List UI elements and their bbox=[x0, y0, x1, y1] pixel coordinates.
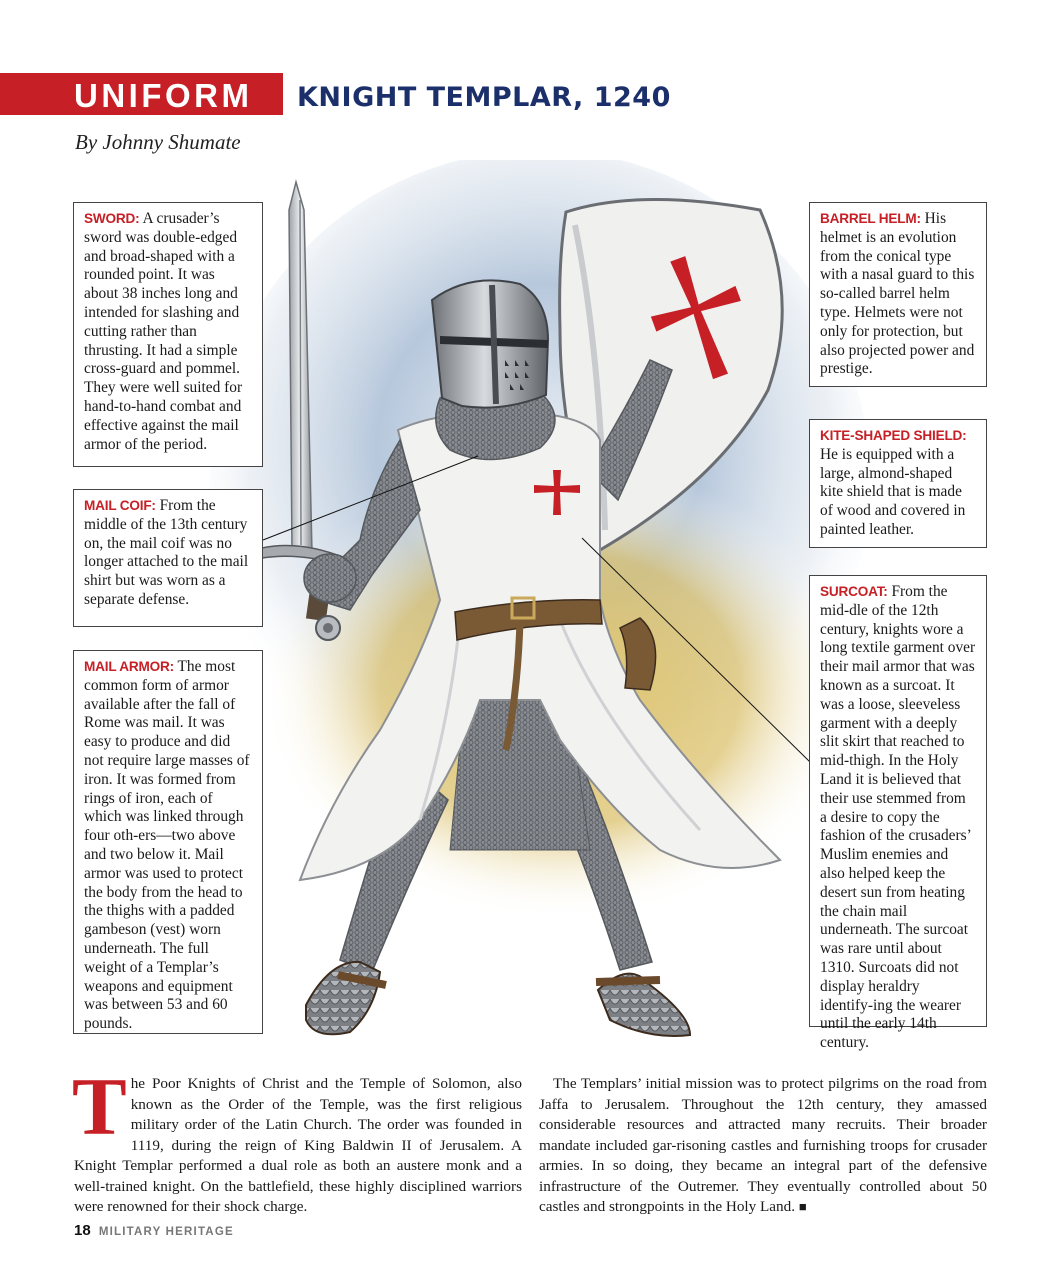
callout-barrel-helm-label: BARREL HELM: bbox=[820, 211, 921, 226]
callout-barrel-helm bbox=[809, 202, 987, 387]
callout-sword-label: SWORD: bbox=[84, 211, 140, 226]
publication-name: MILITARY HERITAGE bbox=[98, 1226, 234, 1238]
callout-surcoat-text: From the mid-dle of the 12th century, knights wore a long textile garment over their mail armor that was known as a surcoat. It was a loose, sleeveless garment with a deeply slit skirt that reached to mid-thigh. In the Holy Land it is believed that their use stemmed from a desire to copy the fashion of the crusaders’ Muslim enemies and also helped keep the desert sun from heating the chain mail underneath. The surcoat was rare until about 1310. Surcoats did not display heraldry identify-ing the wearer until the early 14th century. bbox=[820, 583, 976, 1052]
body-paragraph-1: he Poor Knights of Christ and the Temple of Solomon, also known as the Order of the Temple, was the first religious military order of the Latin Church. The order was founded in 1119, during the reign of King Baldwin II of Jerusalem. A Knight Templar performed a dual role as both an austere monk and a well-trained knight. On the battlefield, these highly disciplined warriors were renowned for their shock charge. bbox=[74, 1075, 522, 1215]
section-label: UNIFORM bbox=[74, 77, 253, 114]
callout-shield bbox=[809, 419, 987, 548]
callout-mail-coif-text: From the middle of the 13th century on, the mail coif was no longer attached to the mail shirt but was worn as a separate defense. bbox=[84, 497, 249, 608]
callout-mail-coif bbox=[73, 489, 263, 627]
callout-barrel-helm-text: His helmet is an evolution from the conical type with a nasal guard to this so-called barrel helm type. Helmets were not only for protection, but also projected power and prestige. bbox=[820, 210, 975, 378]
callout-surcoat-label: SURCOAT: bbox=[820, 584, 888, 599]
body-column-left bbox=[72, 1061, 522, 1218]
gauntlet bbox=[304, 554, 356, 602]
callout-shield-label: KITE-SHAPED SHIELD: bbox=[820, 428, 967, 443]
callout-sword bbox=[73, 202, 263, 467]
callout-surcoat bbox=[809, 575, 987, 1052]
body-column-right bbox=[539, 1074, 987, 1218]
callout-mail-armor-label: MAIL ARMOR: bbox=[84, 659, 174, 674]
dropcap: T bbox=[72, 1061, 127, 1152]
callout-mail-coif-label: MAIL COIF: bbox=[84, 498, 156, 513]
page-number: 18 bbox=[74, 1222, 91, 1239]
end-mark-icon: ■ bbox=[798, 1199, 807, 1214]
callout-sword-text: A crusader’s sword was double-edged and broad-shaped with a rounded point. It was about 38 inches long and intended for slashing and cutting rather than thrusting. It had a simple cross-guard and pommel. They were well suited for hand-to-hand combat and effective against the mail armor of the period. bbox=[84, 210, 243, 453]
folio bbox=[74, 1222, 234, 1239]
byline: By Johnny Shumate bbox=[75, 130, 241, 154]
feet bbox=[306, 962, 690, 1036]
callout-shield-text: He is equipped with a large, almond-shaped kite shield that is made of wood and covered in painted leather. bbox=[820, 445, 966, 538]
barrel-helm bbox=[432, 280, 548, 407]
callout-mail-armor-text: The most common form of armor available after the fall of Rome was mail. It was easy to produce and did not require large masses of iron. It was formed from rings of iron, each of which was linked through four oth-ers—two above and two below it. Mail armor was used to protect the body from the head to the thighs with a padded gambeson (vest) worn underneath. The full weight of a Templar’s weapons and equipment was between 53 and 60 pounds. bbox=[84, 658, 250, 1033]
body-paragraph-2: The Templars’ initial mission was to protect pilgrims on the road from Jaffa to Jerusalem. Throughout the 12th century, they amassed considerable resources and attracted many recruits. Their broader mandate included gar-risoning castles and furnishing troops for crusader armies. In so doing, they became an integral part of the defensive infrastructure of the Outremer. They eventually controlled about 50 castles and strongpoints in the Holy Land. bbox=[539, 1075, 987, 1215]
article-title: KNIGHT TEMPLAR, 1240 bbox=[297, 82, 671, 113]
callout-mail-armor bbox=[73, 650, 263, 1034]
